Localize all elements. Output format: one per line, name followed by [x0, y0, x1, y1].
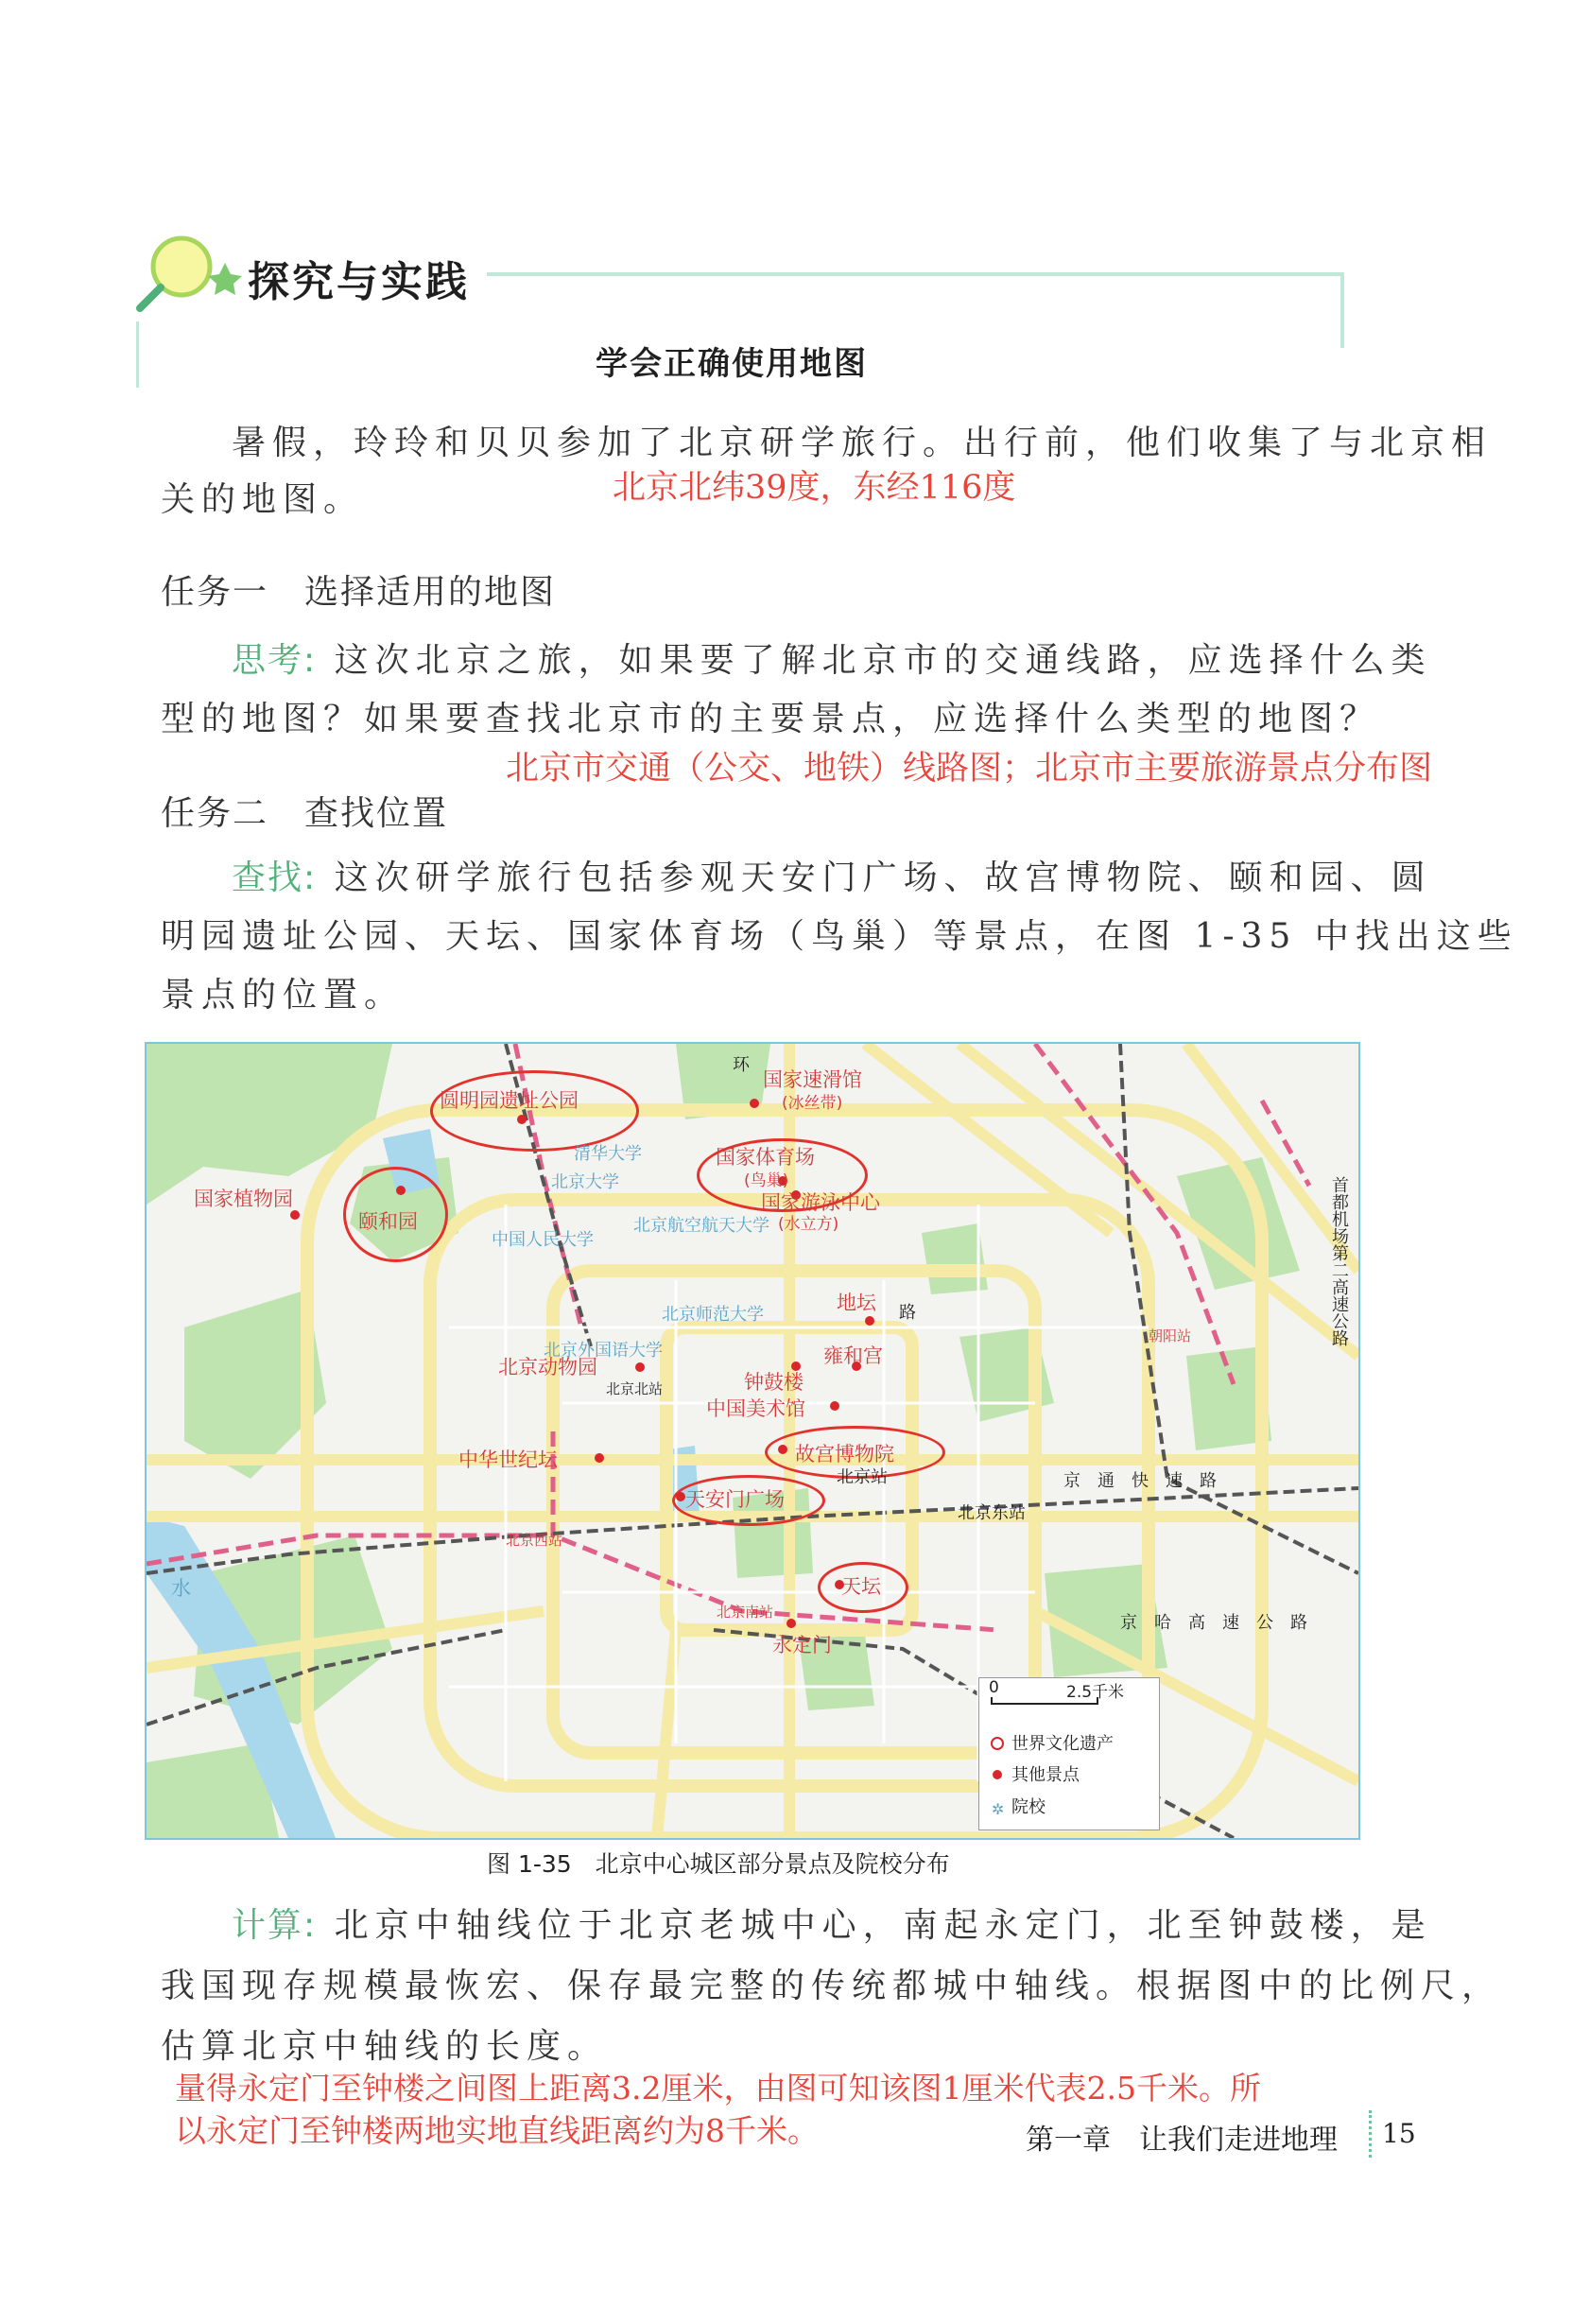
label-bnu: 北京师范大学	[662, 1305, 764, 1325]
label-buaa: 北京航空航天大学	[633, 1216, 769, 1236]
label-ice-ribbon: (冰丝带)	[782, 1094, 843, 1113]
label-beijing-south: 北京南站	[717, 1604, 774, 1621]
task2-line-1: 这次研学旅行包括参观天安门广场、故宫博物院、颐和园、圆	[334, 858, 1432, 897]
label-water-cube: 国家游泳中心	[761, 1191, 880, 1214]
label-jingtong: 京 通 快 速 路	[1063, 1471, 1217, 1491]
task2-line-3: 景点的位置。	[161, 976, 406, 1015]
beijing-map	[145, 1042, 1360, 1840]
label-ruc: 中国人民大学	[492, 1230, 594, 1250]
task2-heading: 任务二 查找位置	[161, 794, 449, 833]
header-rule-right	[1340, 272, 1344, 348]
label-art-museum: 中国美术馆	[706, 1397, 805, 1420]
heritage-icon	[991, 1737, 1004, 1750]
label-beijing-station: 北京站	[837, 1467, 888, 1487]
palace-museum-marker	[778, 1445, 787, 1454]
magnifier-icon	[123, 227, 255, 331]
label-speed-skating: 国家速滑馆	[763, 1068, 862, 1091]
task1-line-1: 这次北京之旅，如果要了解北京市的交通线路，应选择什么类	[334, 641, 1432, 680]
footer-divider	[1369, 2110, 1374, 2158]
label-ring: 环	[733, 1055, 750, 1075]
label-chaoyang-station: 朝阳站	[1149, 1327, 1192, 1344]
label-water: 水	[171, 1577, 191, 1600]
tiananmen-marker	[676, 1492, 685, 1501]
legend-heritage: 世界文化遗产	[1011, 1734, 1114, 1754]
activity-title: 学会正确使用地图	[596, 345, 868, 383]
task1-line-2: 型的地图？如果要查找北京市的主要景点，应选择什么类型的地图？	[161, 700, 1381, 738]
label-zoo: 北京动物园	[498, 1356, 597, 1379]
label-bird-nest: 国家体育场	[716, 1146, 815, 1169]
label-pku: 北京大学	[551, 1172, 619, 1192]
label-summer-palace: 颐和园	[358, 1210, 418, 1233]
task1-answer: 北京市交通（公交、地铁）线路图；北京市主要旅游景点分布图	[506, 750, 1433, 788]
art-museum-marker	[830, 1401, 839, 1411]
yuanmingyuan-marker	[517, 1115, 527, 1124]
intro-note: 北京北纬39度，东经116度	[613, 469, 1016, 507]
legend-other: 其他景点	[1011, 1765, 1080, 1785]
calc-line-2: 我国现存规模最恢宏、保存最完整的传统都城中轴线。根据图中的比例尺，	[161, 1967, 1503, 2005]
task2-line-2: 明园遗址公园、天坛、国家体育场（鸟巢）等景点，在图 1-35 中找出这些	[161, 917, 1518, 956]
label-yongdingmen: 永定门	[772, 1634, 832, 1656]
label-palace-museum: 故宫博物院	[795, 1443, 894, 1466]
label-bell-drum: 钟鼓楼	[744, 1371, 804, 1394]
zoo-marker	[635, 1362, 645, 1372]
intro-line-2: 关的地图。	[161, 480, 365, 519]
label-bird-nest-alt: (鸟巢)	[744, 1171, 789, 1190]
label-beijing-north: 北京北站	[606, 1380, 664, 1397]
header-rule-left	[136, 321, 139, 388]
label-beijing-east: 北京东站	[958, 1503, 1026, 1523]
scale-value: 2.5千米	[1066, 1683, 1125, 1702]
calc-label: 计算:	[232, 1906, 318, 1945]
label-temple-heaven: 天坛	[841, 1575, 881, 1598]
yongdingmen-marker	[786, 1619, 796, 1628]
scale-zero: 0	[989, 1678, 999, 1697]
calc-answer-2: 以永定门至钟楼两地实地直线距离约为8千米。	[175, 2112, 819, 2149]
page-number: 15	[1382, 2118, 1416, 2149]
label-qinghua: 清华大学	[574, 1144, 642, 1164]
label-beijing-west: 北京西站	[506, 1532, 563, 1549]
label-jingha: 京 哈 高 速 公 路	[1120, 1613, 1307, 1633]
other-sight-icon	[993, 1770, 1002, 1779]
think-label: 思考:	[232, 641, 318, 680]
calc-line-1: 北京中轴线位于北京老城中心，南起永定门，北至钟鼓楼，是	[334, 1906, 1432, 1945]
chapter-footer: 第一章 让我们走进地理	[1026, 2124, 1338, 2157]
speed-skating-marker	[750, 1099, 759, 1108]
section-title: 探究与实践	[248, 258, 470, 306]
map-caption: 图 1-35 北京中心城区部分景点及院校分布	[487, 1850, 950, 1878]
label-lama: 雍和宫	[823, 1344, 883, 1367]
legend-school: 院校	[1011, 1797, 1046, 1817]
millennium-marker	[595, 1453, 604, 1463]
task1-heading: 任务一 选择适用的地图	[161, 573, 557, 612]
label-tiananmen: 天安门广场	[685, 1488, 785, 1511]
intro-line-1: 暑假，玲玲和贝贝参加了北京研学旅行。出行前，他们收集了与北京相	[232, 424, 1493, 462]
label-botanical: 国家植物园	[194, 1188, 293, 1210]
label-road: 路	[899, 1303, 916, 1323]
calc-line-3: 估算北京中轴线的长度。	[161, 2027, 609, 2066]
summer-palace-marker	[396, 1186, 406, 1195]
header-rule	[487, 272, 1342, 276]
label-bfsu: 北京外国语大学	[544, 1341, 663, 1361]
label-ditan: 地坛	[837, 1292, 876, 1314]
calc-answer-1: 量得永定门至钟楼之间图上距离3.2厘米，由图可知该图1厘米代表2.5千米。所	[175, 2070, 1261, 2107]
label-airport-expressway: 首都机场第二高速公路	[1329, 1176, 1349, 1346]
school-icon: ✲	[992, 1800, 1005, 1818]
map-legend	[978, 1677, 1160, 1830]
find-label: 查找:	[232, 858, 318, 897]
label-millennium: 中华世纪坛	[458, 1448, 558, 1471]
label-water-cube-alt: (水立方)	[778, 1215, 839, 1234]
label-yuanmingyuan: 圆明园遗址公园	[440, 1089, 579, 1112]
ditan-marker	[865, 1316, 874, 1326]
